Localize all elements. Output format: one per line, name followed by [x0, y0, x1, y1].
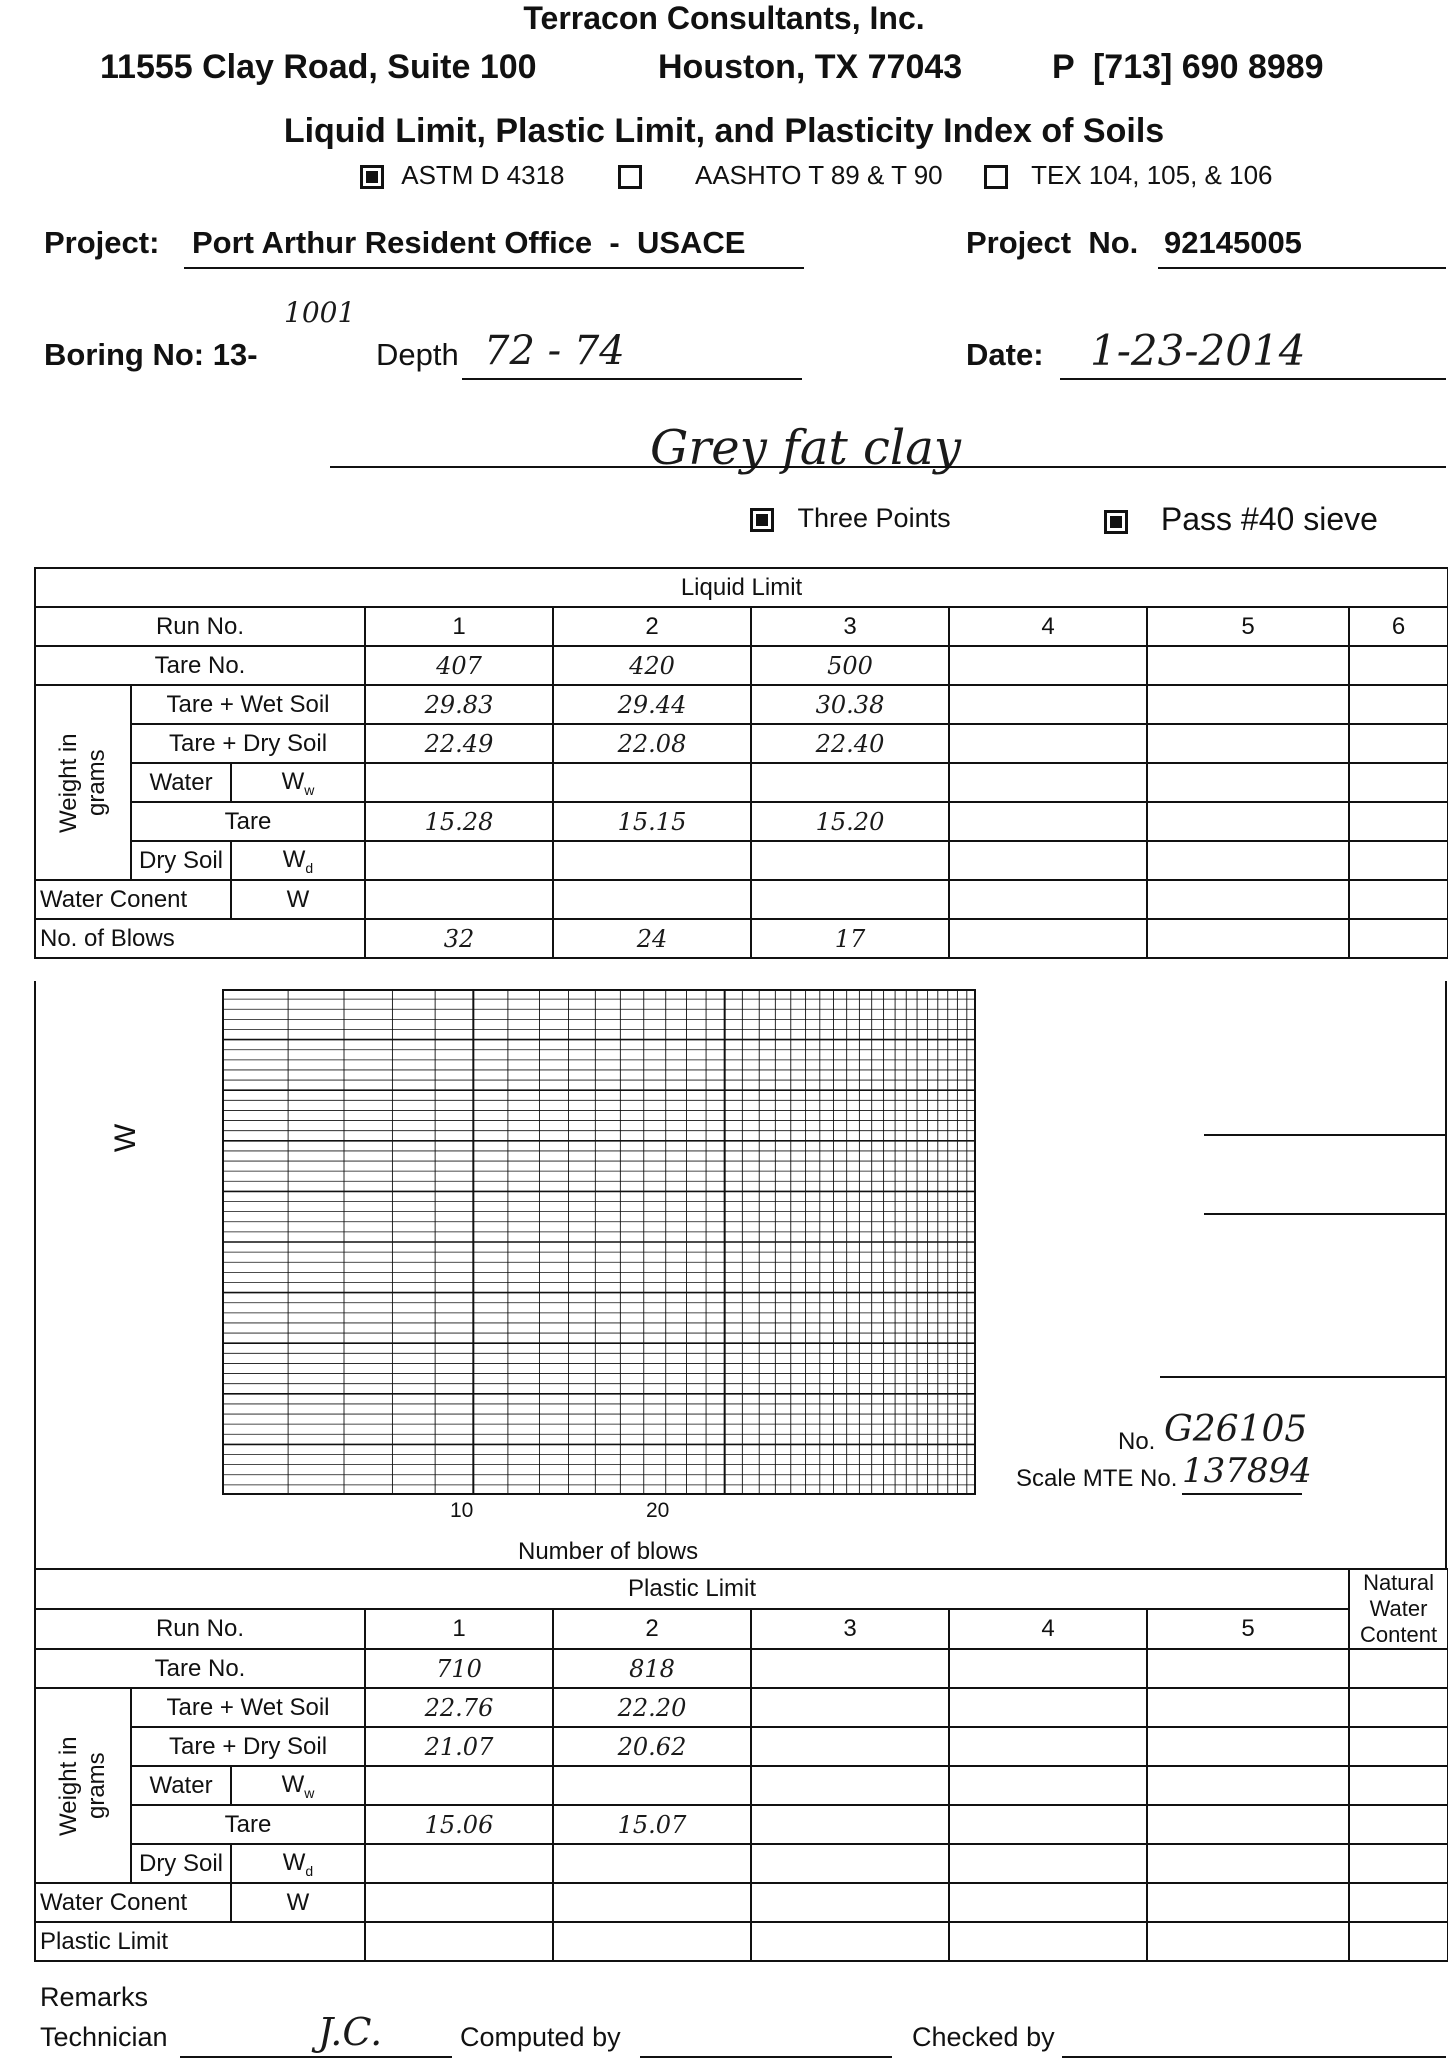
ll-dry-sym: W — [282, 845, 306, 873]
astm-checkbox[interactable] — [360, 165, 384, 189]
pl-tare-wet[interactable] — [949, 1688, 1147, 1727]
ll-water-sub: w — [304, 781, 315, 798]
ll-tare-no[interactable] — [949, 646, 1147, 685]
pl-wc-symbol: W — [231, 1883, 365, 1922]
ll-tare[interactable] — [1349, 802, 1448, 841]
project-label: Project: — [44, 225, 160, 260]
pass40-label: Pass #40 sieve — [1160, 501, 1378, 537]
pl-water[interactable] — [949, 1766, 1147, 1805]
pl-water-sym: W — [281, 1770, 305, 1798]
ll-weight-text: Weight in grams — [55, 732, 110, 833]
ll-blows-label: No. of Blows — [35, 919, 365, 958]
company-address: 11555 Clay Road, Suite 100 — [100, 48, 537, 86]
ll-dry-sub: d — [305, 859, 314, 876]
date-label: Date: — [966, 337, 1044, 372]
result-line-1 — [1204, 1134, 1446, 1136]
liquid-limit-table — [34, 567, 1448, 959]
ll-blows[interactable] — [949, 919, 1147, 958]
ll-tare-wet[interactable] — [1147, 685, 1349, 724]
ll-title: Liquid Limit — [35, 568, 1448, 607]
ll-tare-no[interactable] — [1349, 646, 1448, 685]
pl-water[interactable] — [365, 1766, 553, 1805]
pass40-checkbox[interactable] — [1104, 510, 1128, 534]
ll-run-label: Run No. — [35, 607, 365, 646]
pl-tare-wet[interactable] — [1147, 1688, 1349, 1727]
ll-tare-dry[interactable] — [1349, 724, 1448, 763]
pl-water-content-label: Water Conent — [35, 1883, 231, 1922]
pl-tare-dry-label: Tare + Dry Soil — [131, 1727, 365, 1766]
ll-dry-soil[interactable] — [1147, 841, 1349, 880]
ll-dry-soil[interactable] — [949, 841, 1147, 880]
ll-water-content[interactable] — [751, 880, 949, 919]
company-phone: P [713] 690 8989 — [1052, 48, 1324, 86]
pl-nwc-cell[interactable] — [1349, 1649, 1448, 1688]
ll-water[interactable] — [365, 763, 553, 802]
ll-tare-wet-label: Tare + Wet Soil — [131, 685, 365, 724]
pl-tare-dry[interactable]: 20.62 — [553, 1727, 751, 1766]
three-points-row — [750, 503, 951, 534]
pl-tare[interactable] — [1147, 1805, 1349, 1844]
ll-tare-dry[interactable]: 22.40 — [751, 724, 949, 763]
ll-run: 2 — [553, 607, 751, 646]
ll-dry-soil[interactable] — [553, 841, 751, 880]
ll-tare[interactable]: 15.20 — [751, 802, 949, 841]
pl-nwc-cell[interactable] — [1349, 1844, 1448, 1883]
soil-description: Grey fat clay — [650, 420, 961, 476]
astm-label: ASTM D 4318 — [401, 160, 565, 190]
pl-tare-dry[interactable]: 21.07 — [365, 1727, 553, 1766]
grid-no-label: No. — [1118, 1428, 1156, 1455]
pl-tare-wet[interactable]: 22.76 — [365, 1688, 553, 1727]
ll-tare-wet[interactable] — [1349, 685, 1448, 724]
ll-water-content[interactable] — [553, 880, 751, 919]
ll-water[interactable] — [553, 763, 751, 802]
ll-blows[interactable] — [1349, 919, 1448, 958]
pl-dry-sym: W — [282, 1848, 306, 1876]
pl-tare-label: Tare — [131, 1805, 365, 1844]
pl-weight-text: Weight in grams — [55, 1735, 110, 1836]
ll-water-content[interactable] — [949, 880, 1147, 919]
pl-tare-no[interactable] — [1147, 1649, 1349, 1688]
ll-dry-soil[interactable] — [365, 841, 553, 880]
pl-tare-no-label: Tare No. — [35, 1649, 365, 1688]
ll-blows[interactable]: 24 — [553, 919, 751, 958]
depth-label: Depth — [376, 337, 459, 372]
result-line-3 — [1160, 1376, 1446, 1378]
date-value: 1-23-2014 — [1090, 326, 1306, 375]
technician-label: Technician — [40, 2022, 168, 2052]
ll-water-symbol — [231, 763, 365, 802]
pl-dry-sub: d — [305, 1862, 314, 1879]
pl-tare-no[interactable]: 710 — [365, 1649, 553, 1688]
ll-blows[interactable] — [1147, 919, 1349, 958]
pl-nwc-cell[interactable] — [1349, 1805, 1448, 1844]
pl-plastic-limit[interactable] — [1147, 1922, 1349, 1961]
pl-water-content[interactable] — [365, 1883, 553, 1922]
ll-water-content[interactable] — [1147, 880, 1349, 919]
pl-nwc-cell[interactable] — [1349, 1766, 1448, 1805]
ll-tare-wet[interactable]: 29.44 — [553, 685, 751, 724]
description-line — [330, 466, 1446, 468]
pl-water-content[interactable] — [751, 1883, 949, 1922]
ll-tare-no[interactable]: 500 — [751, 646, 949, 685]
ll-tare[interactable] — [1147, 802, 1349, 841]
scale-line — [1182, 1493, 1302, 1495]
plastic-limit-table — [34, 1568, 1448, 1962]
ll-water[interactable] — [751, 763, 949, 802]
pl-dry-soil[interactable] — [751, 1844, 949, 1883]
ll-water-content[interactable] — [1349, 880, 1448, 919]
pl-water[interactable] — [1147, 1766, 1349, 1805]
chart-x-label: Number of blows — [518, 1538, 699, 1565]
pl-tare[interactable]: 15.06 — [365, 1805, 553, 1844]
ll-run: 1 — [365, 607, 553, 646]
pl-nwc-cell[interactable] — [1349, 1922, 1448, 1961]
pl-run: 4 — [949, 1609, 1147, 1649]
company-city: Houston, TX 77043 — [658, 48, 963, 86]
pl-dry-soil[interactable] — [365, 1844, 553, 1883]
pl-tare-dry[interactable] — [1147, 1727, 1349, 1766]
pl-weight-label — [35, 1688, 131, 1883]
checked-label: Checked by — [912, 2022, 1055, 2052]
grid-no-value: G26105 — [1164, 1409, 1308, 1450]
flow-curve-area — [34, 981, 1447, 1568]
pl-water-content[interactable] — [553, 1883, 751, 1922]
remarks-label: Remarks — [40, 1982, 149, 2012]
date-line — [1060, 378, 1446, 380]
ll-tare[interactable]: 15.28 — [365, 802, 553, 841]
ll-blows[interactable]: 32 — [365, 919, 553, 958]
project-name-line — [184, 267, 804, 269]
pl-nwc-cell[interactable] — [1349, 1727, 1448, 1766]
ll-water-label: Water — [131, 763, 231, 802]
ll-water-content-label: Water Conent — [35, 880, 231, 919]
scale-value: 137894 — [1182, 1451, 1312, 1491]
boring-number: 1001 — [284, 296, 356, 329]
pl-nwc-label: Natural Water Content — [1349, 1569, 1448, 1649]
pl-tare-no[interactable] — [751, 1649, 949, 1688]
ll-dry-symbol — [231, 841, 365, 880]
pl-plastic-limit[interactable] — [751, 1922, 949, 1961]
pl-water-content[interactable] — [949, 1883, 1147, 1922]
standards-row — [360, 160, 1272, 191]
ll-tare-dry[interactable] — [949, 724, 1147, 763]
pl-nwc-cell[interactable] — [1349, 1883, 1448, 1922]
ll-water[interactable] — [1147, 763, 1349, 802]
boring-label: Boring No: 13- — [44, 337, 258, 372]
pl-tare-no[interactable] — [949, 1649, 1147, 1688]
pl-tare-dry[interactable] — [949, 1727, 1147, 1766]
pl-water-label: Water — [131, 1766, 231, 1805]
ll-tare-no[interactable]: 420 — [553, 646, 751, 685]
aashto-label: AASHTO T 89 & T 90 — [695, 160, 943, 190]
pl-run: 2 — [553, 1609, 751, 1649]
ll-wc-symbol: W — [231, 880, 365, 919]
ll-blows[interactable]: 17 — [751, 919, 949, 958]
ll-tare-wet[interactable] — [949, 685, 1147, 724]
checked-line — [1062, 2056, 1446, 2058]
form-title: Liquid Limit, Plastic Limit, and Plasticity Index of Soils — [283, 112, 1165, 150]
pl-water[interactable] — [553, 1766, 751, 1805]
ll-tare-dry[interactable]: 22.49 — [365, 724, 553, 763]
chart-y-label: W — [109, 1123, 143, 1153]
technician-line — [180, 2056, 452, 2058]
x-tick-20: 20 — [646, 1499, 670, 1522]
project-no-line — [1158, 267, 1446, 269]
pl-tare-wet[interactable]: 22.20 — [553, 1688, 751, 1727]
ll-tare[interactable]: 15.15 — [553, 802, 751, 841]
pl-tare-wet-label: Tare + Wet Soil — [131, 1688, 365, 1727]
ll-water[interactable] — [949, 763, 1147, 802]
depth-value: 72 - 74 — [484, 328, 625, 374]
ll-water-sym: W — [281, 767, 305, 795]
pass40-row — [1104, 501, 1378, 538]
tex-checkbox[interactable] — [984, 165, 1008, 189]
aashto-checkbox[interactable] — [618, 165, 642, 189]
pl-water-sub: w — [304, 1784, 315, 1801]
pl-dry-soil[interactable] — [553, 1844, 751, 1883]
ll-run: 3 — [751, 607, 949, 646]
pl-plastic-limit-label: Plastic Limit — [35, 1922, 365, 1961]
pl-tare-dry[interactable] — [751, 1727, 949, 1766]
pl-run: 5 — [1147, 1609, 1349, 1649]
ll-run: 4 — [949, 607, 1147, 646]
pl-nwc-cell[interactable] — [1349, 1688, 1448, 1727]
pl-tare[interactable]: 15.07 — [553, 1805, 751, 1844]
depth-line — [462, 378, 802, 380]
pl-run-label: Run No. — [35, 1609, 365, 1649]
pl-plastic-limit[interactable] — [949, 1922, 1147, 1961]
pl-title: Plastic Limit — [35, 1569, 1349, 1609]
ll-dry-soil-label: Dry Soil — [131, 841, 231, 880]
three-points-label: Three Points — [797, 503, 951, 533]
ll-dry-soil[interactable] — [751, 841, 949, 880]
pl-dry-soil-label: Dry Soil — [131, 1844, 231, 1883]
technician-value: J.C. — [318, 2010, 383, 2054]
ll-tare-dry-label: Tare + Dry Soil — [131, 724, 365, 763]
pl-plastic-limit[interactable] — [553, 1922, 751, 1961]
ll-tare-wet[interactable]: 30.38 — [751, 685, 949, 724]
pl-water-symbol — [231, 1766, 365, 1805]
project-no: 92145005 — [1164, 225, 1302, 260]
ll-run: 5 — [1147, 607, 1349, 646]
tex-label: TEX 104, 105, & 106 — [1031, 160, 1273, 190]
ll-tare-no-label: Tare No. — [35, 646, 365, 685]
x-tick-10: 10 — [450, 1499, 474, 1522]
ll-tare-wet[interactable]: 29.83 — [365, 685, 553, 724]
pl-water-content[interactable] — [1147, 1883, 1349, 1922]
ll-weight-label — [35, 685, 131, 880]
ll-tare-dry[interactable]: 22.08 — [553, 724, 751, 763]
ll-tare-no[interactable] — [1147, 646, 1349, 685]
pl-tare[interactable] — [949, 1805, 1147, 1844]
project-name: Port Arthur Resident Office - USACE — [192, 225, 746, 260]
pl-water[interactable] — [751, 1766, 949, 1805]
ll-tare-no[interactable]: 407 — [365, 646, 553, 685]
pl-dry-symbol — [231, 1844, 365, 1883]
pl-tare[interactable] — [751, 1805, 949, 1844]
computed-label: Computed by — [460, 2022, 621, 2052]
result-line-2 — [1204, 1213, 1446, 1215]
computed-line — [640, 2056, 892, 2058]
pl-dry-soil[interactable] — [949, 1844, 1147, 1883]
company-name: Terracon Consultants, Inc. — [523, 0, 925, 36]
scale-label: Scale MTE No. — [1016, 1465, 1178, 1492]
pl-run: 3 — [751, 1609, 949, 1649]
three-points-checkbox[interactable] — [750, 508, 774, 532]
pl-tare-wet[interactable] — [751, 1688, 949, 1727]
ll-water[interactable] — [1349, 763, 1448, 802]
ll-run: 6 — [1349, 607, 1448, 646]
pl-run: 1 — [365, 1609, 553, 1649]
project-no-label: Project No. — [966, 225, 1139, 260]
pl-dry-soil[interactable] — [1147, 1844, 1349, 1883]
ll-water-content[interactable] — [365, 880, 553, 919]
flow-curve-grid[interactable] — [222, 989, 976, 1495]
pl-tare-no[interactable]: 818 — [553, 1649, 751, 1688]
ll-dry-soil[interactable] — [1349, 841, 1448, 880]
ll-tare-label: Tare — [131, 802, 365, 841]
ll-tare-dry[interactable] — [1147, 724, 1349, 763]
ll-tare[interactable] — [949, 802, 1147, 841]
pl-plastic-limit[interactable] — [365, 1922, 553, 1961]
